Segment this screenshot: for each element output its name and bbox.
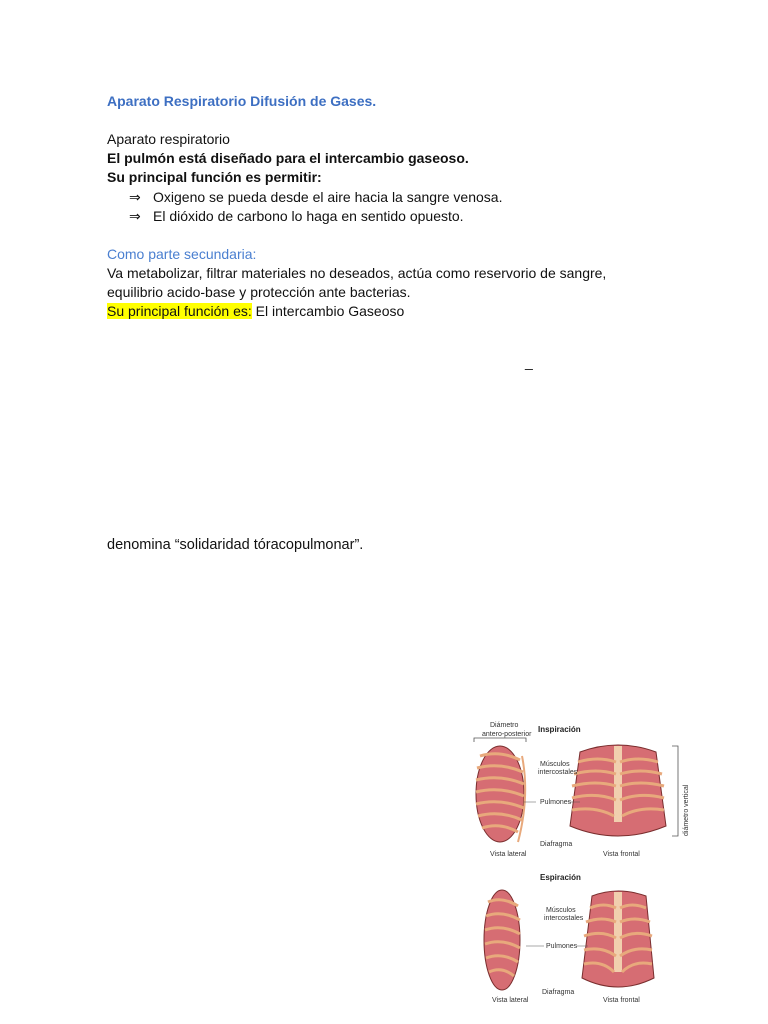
solidarity-text: denomina “solidaridad tóracopulmonar”.	[107, 537, 364, 553]
ap-diameter-label: Diámetro	[490, 722, 519, 729]
lateral-thorax-expiration	[484, 890, 520, 990]
muscles-label-2: intercostales	[538, 769, 578, 776]
secondary-text-line-2: equilibrio acido-base y protección ante bacterias.	[107, 284, 411, 300]
implies-arrow-icon: ⇒	[129, 189, 141, 205]
highlighted-label: Su principal función es:	[107, 303, 252, 319]
muscles-label-2: intercostales	[544, 915, 584, 922]
bullet-item	[129, 188, 502, 207]
diaphragm-label: Diafragma	[540, 841, 573, 848]
stray-mark: _	[525, 354, 533, 370]
bullet-text: Oxigeno se pueda desde el aire hacia la sangre venosa.	[153, 189, 503, 205]
secondary-text-line-1: Va metabolizar, filtrar materiales no deseados, actúa como reservorio de sangre,	[107, 265, 607, 281]
frontal-view-label: Vista frontal	[603, 851, 640, 858]
muscles-label: Músculos	[546, 907, 576, 914]
lateral-view-label: Vista lateral	[492, 997, 529, 1004]
lateral-thorax-inspiration	[476, 746, 525, 842]
respiration-figure	[468, 716, 700, 1012]
ap-diameter-label-2: antero-posterior	[482, 731, 532, 738]
lungs-label: Pulmones	[540, 799, 572, 806]
frontal-thorax-expiration	[582, 891, 654, 987]
intro-label: Aparato respiratorio	[107, 131, 230, 147]
ap-bracket	[474, 738, 526, 742]
diaphragm-label: Diafragma	[542, 989, 575, 996]
document-title: Aparato Respiratorio Difusión de Gases.	[107, 93, 377, 109]
muscles-label: Músculos	[540, 761, 570, 768]
main-function-line	[107, 302, 404, 321]
inspiration-heading: Inspiración	[538, 725, 581, 734]
frontal-view-label: Vista frontal	[603, 997, 640, 1004]
vertical-diameter-label: diámetro vertical	[683, 784, 690, 836]
expiration-heading: Espiración	[540, 873, 581, 882]
vertical-bracket	[672, 746, 678, 836]
frontal-thorax-inspiration	[570, 745, 666, 836]
bold-line-2: Su principal función es permitir:	[107, 169, 322, 185]
lungs-label: Pulmones	[546, 943, 578, 950]
lateral-view-label: Vista lateral	[490, 851, 527, 858]
bullet-text: El dióxido de carbono lo haga en sentido opuesto.	[153, 208, 464, 224]
secondary-heading: Como parte secundaria:	[107, 246, 257, 262]
main-function-value: El intercambio Gaseoso	[251, 303, 405, 319]
thorax-illustration	[468, 716, 700, 1012]
implies-arrow-icon: ⇒	[129, 208, 141, 224]
bullet-item	[129, 207, 464, 226]
bold-line-1: El pulmón está diseñado para el intercambio gaseoso.	[107, 150, 469, 166]
